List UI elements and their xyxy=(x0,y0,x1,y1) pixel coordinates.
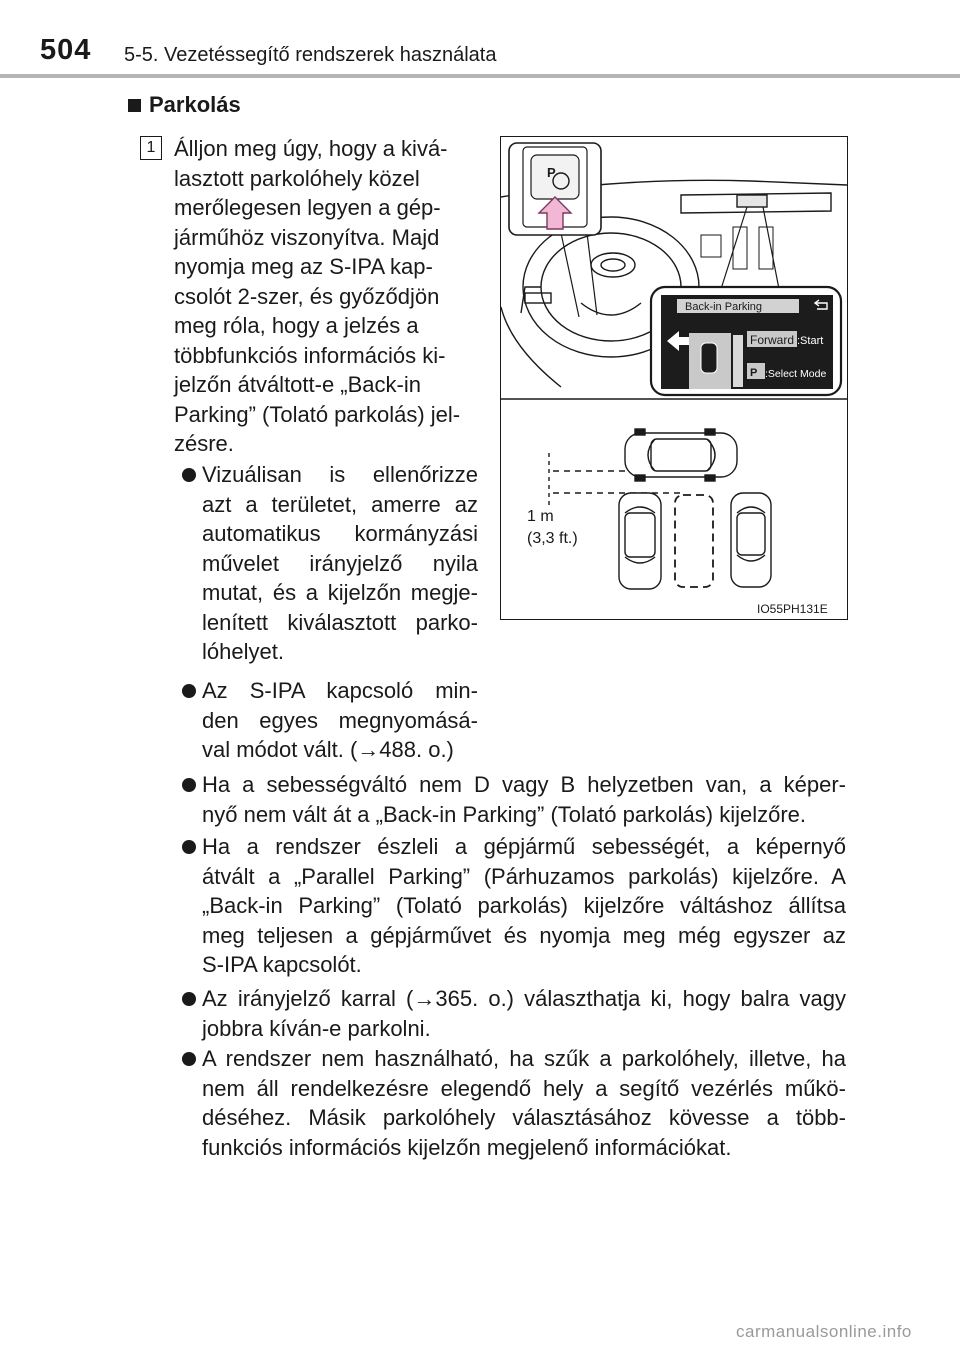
parking-illustration xyxy=(500,136,848,620)
bullet-line: den egyes megnyomásá- xyxy=(202,707,478,733)
parking-scene xyxy=(549,429,771,589)
bullet-line: Az irányjelző karral (→365. o.) választhatja ki, hogy balra vagy xyxy=(202,986,846,1011)
chapter-title: 5-5. Vezetéssegítő rendszerek használata xyxy=(124,44,497,66)
bullet-line: A rendszer nem használható, ha szűk a parkolóhely, illetve, ha xyxy=(202,1046,846,1071)
step-line: nyomja meg az S-IPA kap- xyxy=(174,254,433,279)
bullet-line: Vizuálisan is ellenőrizze xyxy=(202,462,478,487)
bullet-line: „Back-in Parking” (Tolató parkolás) kijelzőre váltáshoz állítsa xyxy=(202,893,846,918)
header-divider xyxy=(0,74,960,78)
bullet-dot-icon xyxy=(182,468,196,482)
figure-code: IO55PH131E xyxy=(757,602,828,616)
step-line: lasztott parkolóhely közel xyxy=(174,165,420,191)
bullet-line: meg teljesen a gépjárművet és nyomja meg még egyszer az xyxy=(202,922,846,948)
bullet-line: funkciós információs kijelzőn megjelenő információkat. xyxy=(202,1134,732,1160)
callout-line xyxy=(721,207,779,289)
sipa-button-inset xyxy=(509,143,601,235)
bullet-line: déséhez. Másik parkolóhely választásához kövesse a több- xyxy=(202,1105,846,1130)
step-line: jelzőn átváltott-e „Back-in xyxy=(174,372,421,397)
bullet-dot-icon xyxy=(182,684,196,698)
bullet-dot-icon xyxy=(182,778,196,792)
page-number: 504 xyxy=(40,34,92,66)
square-bullet-icon xyxy=(128,99,141,112)
bullet-line: Ha a rendszer észleli a gépjármű sebességét, a képernyő xyxy=(202,834,846,859)
display-p-label: P xyxy=(750,367,758,379)
target-parking-space xyxy=(675,495,713,587)
bullet-line: mutat, és a kijelzőn megje- xyxy=(202,580,478,605)
bullet-dot-icon xyxy=(182,840,196,854)
bullet-dot-icon xyxy=(182,992,196,1006)
bullet-line: azt a területet, amerre az xyxy=(202,491,478,517)
step-line: csolót 2-szer, és győződjön xyxy=(174,283,440,309)
sipa-button-label: P xyxy=(547,165,556,180)
step-number-box: 1 xyxy=(140,136,162,160)
page-header xyxy=(0,0,960,80)
bullet-line: Az S-IPA kapcsoló min- xyxy=(202,678,478,703)
multi-info-display-inset xyxy=(651,287,841,395)
parked-vehicle-left-drawing xyxy=(619,493,661,589)
start-label: :Start xyxy=(797,335,824,347)
bullet-line: átvált a „Parallel Parking” (Párhuzamos parkolás) kijelzőre. A xyxy=(202,863,846,889)
bullet-line: Ha a sebességváltó nem D vagy B helyzetben van, a képer- xyxy=(202,772,846,797)
section-heading xyxy=(128,92,241,118)
bullet-line: automatikus kormányzási xyxy=(202,521,478,546)
forward-label: Forward xyxy=(750,333,795,347)
distance-meters-label: 1 m xyxy=(527,508,554,525)
parked-vehicle-right-drawing xyxy=(731,493,771,587)
step-line: zésre. xyxy=(174,431,234,456)
bullet-line: nem áll rendelkezésre elegendő hely a segítő vezérlés műkö- xyxy=(202,1075,846,1101)
step-text xyxy=(174,134,478,459)
own-vehicle-drawing xyxy=(625,429,737,481)
bullet-line: S-IPA kapcsolót. xyxy=(202,952,362,977)
bullet-line: val módot vált. (→488. o.) xyxy=(202,737,454,762)
bullet-line: művelet irányjelző nyila xyxy=(202,550,478,576)
bullet-line: lenített kiválasztott parko- xyxy=(202,609,478,635)
step-line: Álljon meg úgy, hogy a kivá- xyxy=(174,136,448,161)
bullet-line: lóhelyet. xyxy=(202,639,284,664)
step-line: merőlegesen legyen a gép- xyxy=(174,195,441,220)
footer-watermark: carmanualsonline.info xyxy=(736,1322,912,1341)
step-line: meg róla, hogy a jelzés a xyxy=(174,313,419,338)
section-title: Parkolás xyxy=(149,92,241,117)
step-line: járműhöz viszonyítva. Majd xyxy=(174,224,440,250)
select-mode-label: :Select Mode xyxy=(765,368,827,380)
bullet-line: jobbra kíván-e parkolni. xyxy=(202,1015,431,1041)
distance-feet-label: (3,3 ft.) xyxy=(527,530,578,547)
step-line: Parking” (Tolató parkolás) jel- xyxy=(174,401,461,427)
bullet-line: nyő nem vált át a „Back-in Parking” (Tolató parkolás) kijelzőre. xyxy=(202,801,807,827)
step-line: többfunkciós információs ki- xyxy=(174,342,446,368)
bullet-dot-icon xyxy=(182,1052,196,1066)
display-title: Back-in Parking xyxy=(685,301,763,313)
